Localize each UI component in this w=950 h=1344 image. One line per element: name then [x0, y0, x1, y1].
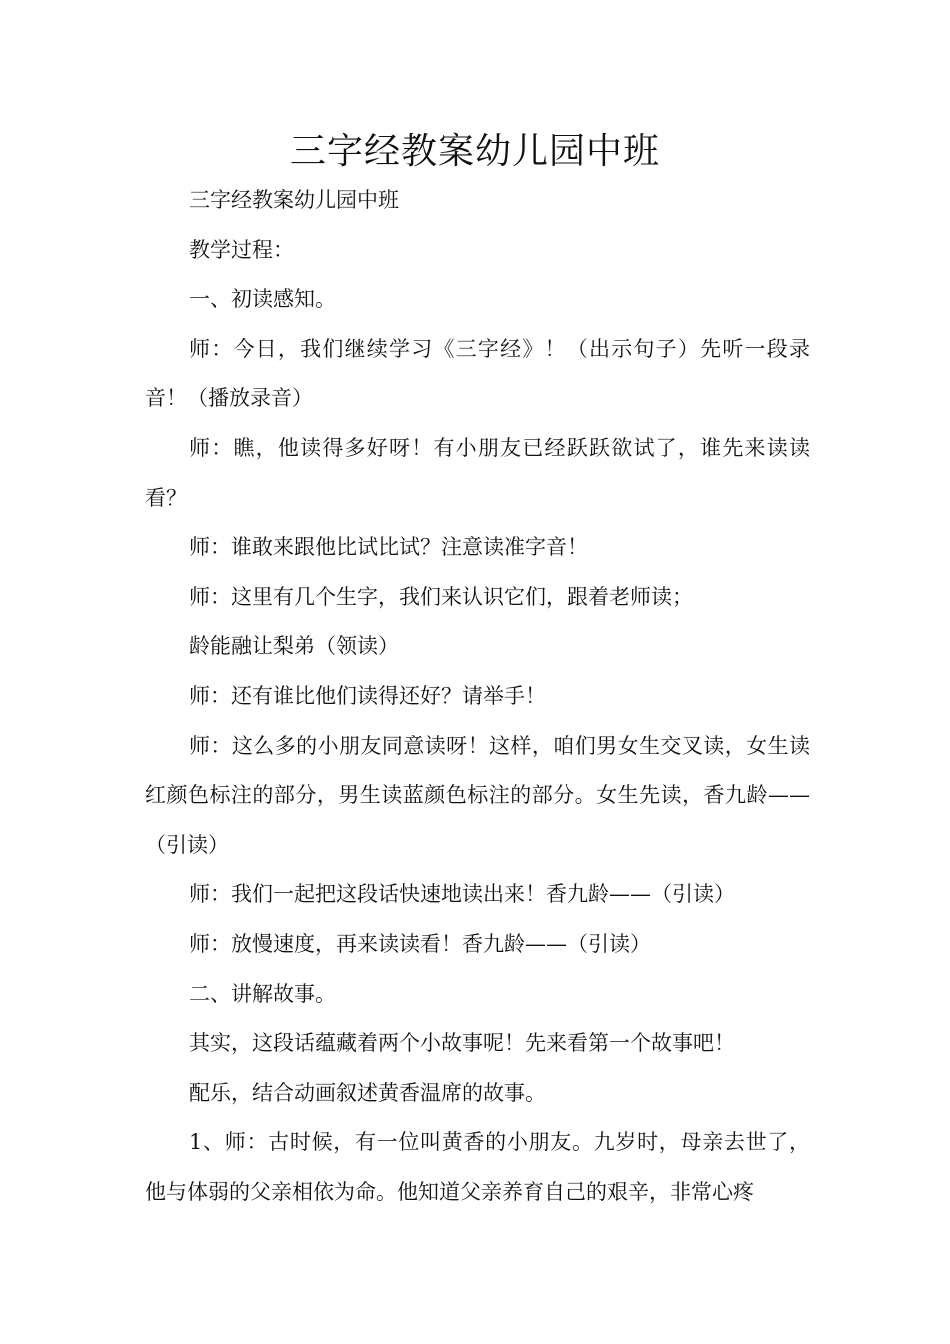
paragraph: 教学过程： — [189, 237, 294, 262]
paragraph: 师：这里有几个生字，我们来认识它们，跟着老师读； — [189, 584, 693, 609]
paragraph: 师：谁敢来跟他比试比试？注意读准字音！ — [189, 535, 588, 560]
paragraph: 1、师：古时候，有一位叫黄香的小朋友。九岁时，母亲去世了，他与体弱的父亲相依为命。他知道父亲养育自己的艰辛，非常心疼 — [145, 1130, 810, 1204]
paragraph: 师：瞧，他读得多好呀！有小朋友已经跃跃欲试了，谁先来读读看？ — [145, 435, 810, 510]
paragraph: 三字经教案幼儿园中班 — [189, 188, 399, 212]
section-heading: 二、讲解故事。 — [189, 981, 336, 1006]
document-title: 三字经教案幼儿园中班 — [289, 131, 660, 172]
document-body — [145, 176, 810, 1217]
paragraph: 师：还有谁比他们读得还好？请举手！ — [189, 683, 546, 708]
paragraph: 师：我们一起把这段话快速地读出来！香九龄——（引读） — [189, 882, 735, 907]
paragraph: 配乐，结合动画叙述黄香温席的故事。 — [189, 1080, 546, 1105]
paragraph: 师：这么多的小朋友同意读呀！这样，咱们男女生交叉读，女生读红颜色标注的部分，男生读蓝颜色标注的部分。女生先读，香九龄——（引读） — [145, 733, 810, 857]
paragraph: 师：今日，我们继续学习《三字经》！（出示句子）先听一段录音！（播放录音） — [145, 336, 810, 411]
paragraph: 其实，这段话蕴藏着两个小故事呢！先来看第一个故事吧！ — [189, 1031, 735, 1056]
paragraph: 龄能融让梨弟（领读） — [189, 634, 399, 659]
paragraph: 一、初读感知。 — [189, 287, 336, 312]
paragraph: 师：放慢速度，再来读读看！香九龄——（引读） — [189, 931, 651, 956]
